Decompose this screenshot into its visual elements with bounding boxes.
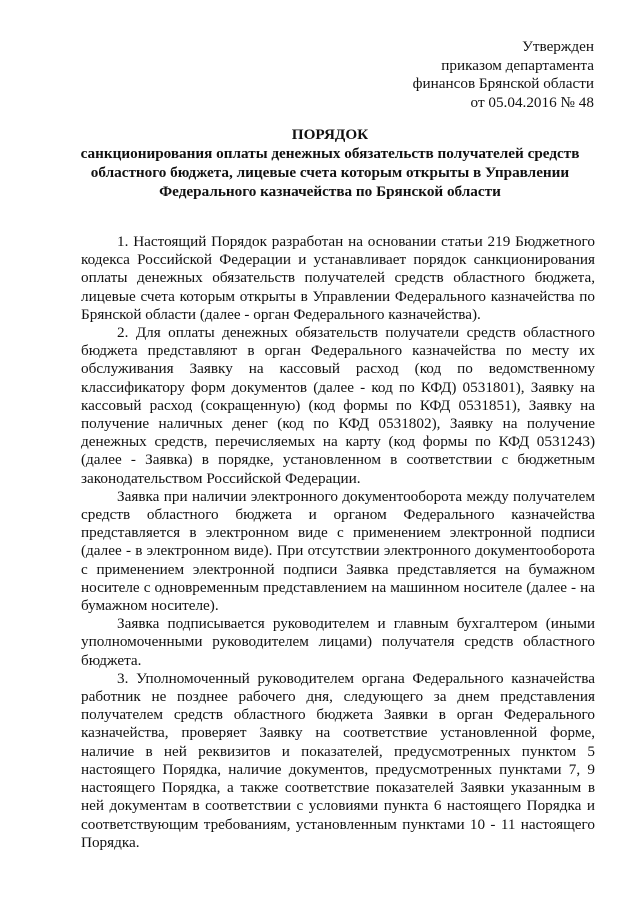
paragraph-2: 2. Для оплаты денежных обязательств получатели средств областного бюджета представляют в орган Федерального казначейства по месту их обслуживания Заявку на кассовый расход (код по ведомственному классификатору форм документов (далее - код по КФД) 0531801), Заявку на кассовый расход (сокращенную) (код формы по КФД 0531851), Заявку на получение наличных денег (код по КФД 0531802), Заявку на получение денежных средств, перечисляемых на карту (код формы по КФД 0531243) (далее - Заявка) в порядке, установленном в соответствии с бюджетным законодательством Российской Федерации. [81,324,595,487]
approval-line-date-number: от 05.04.2016 № 48 [470,93,594,111]
approval-line-approved: Утвержден [522,38,594,55]
paragraph-1: 1. Настоящий Порядок разработан на основании статьи 219 Бюджетного кодекса Российской Федерации и устанавливает порядок санкционирования оплаты денежных обязательств получателей средств областного бюджета, лицевые счета которым открыты в Управлении Федерального казначейства по Брянской области (далее - орган Федерального казначейства). [81,233,595,323]
document-body [81,233,595,852]
document-subtitle: санкционирования оплаты денежных обязательств получателей средств областного бюджета, лицевые счета которым открыты в Управлении Федерального казначейства по Брянской области [80,145,580,200]
document-title-block [80,125,580,201]
document-heading: ПОРЯДОК [291,126,369,143]
approval-line-department: финансов Брянской области [412,75,594,92]
approval-stamp [334,38,594,112]
paragraph-4: Заявка подписывается руководителем и главным бухгалтером (иными уполномоченными руководителем лицами) получателя средств областного бюджета. [81,615,595,669]
paragraph-3: Заявка при наличии электронного документооборота между получателем средств областного бюджета и органом Федерального казначейства представляется в электронном виде с применением электронной подписи (далее - в электронном виде). При отсутствии электронного документооборота с применением электронной подписи Заявка представляется на бумажном носителе с одновременным представлением на машинном носителе (далее - на бумажном носителе). [81,487,595,615]
paragraph-5: 3. Уполномоченный руководителем органа Федерального казначейства работник не позднее рабочего дня, следующего за днем представления получателем средств областного бюджета Заявки в орган Федерального казначейства, проверяет Заявку на соответствие установленной форме, наличие в ней реквизитов и показателей, предусмотренных пунктом 5 настоящего Порядка, наличие документов, предусмотренных пунктами 7, 9 настоящего Порядка, а также соответствие показателей Заявки указанным в ней документам в соответствии с условиями пункта 6 настоящего Порядка и соответствующим требованиям, установленным пунктами 10 - 11 настоящего Порядка. [81,669,595,851]
approval-line-order: приказом департамента [441,56,594,74]
